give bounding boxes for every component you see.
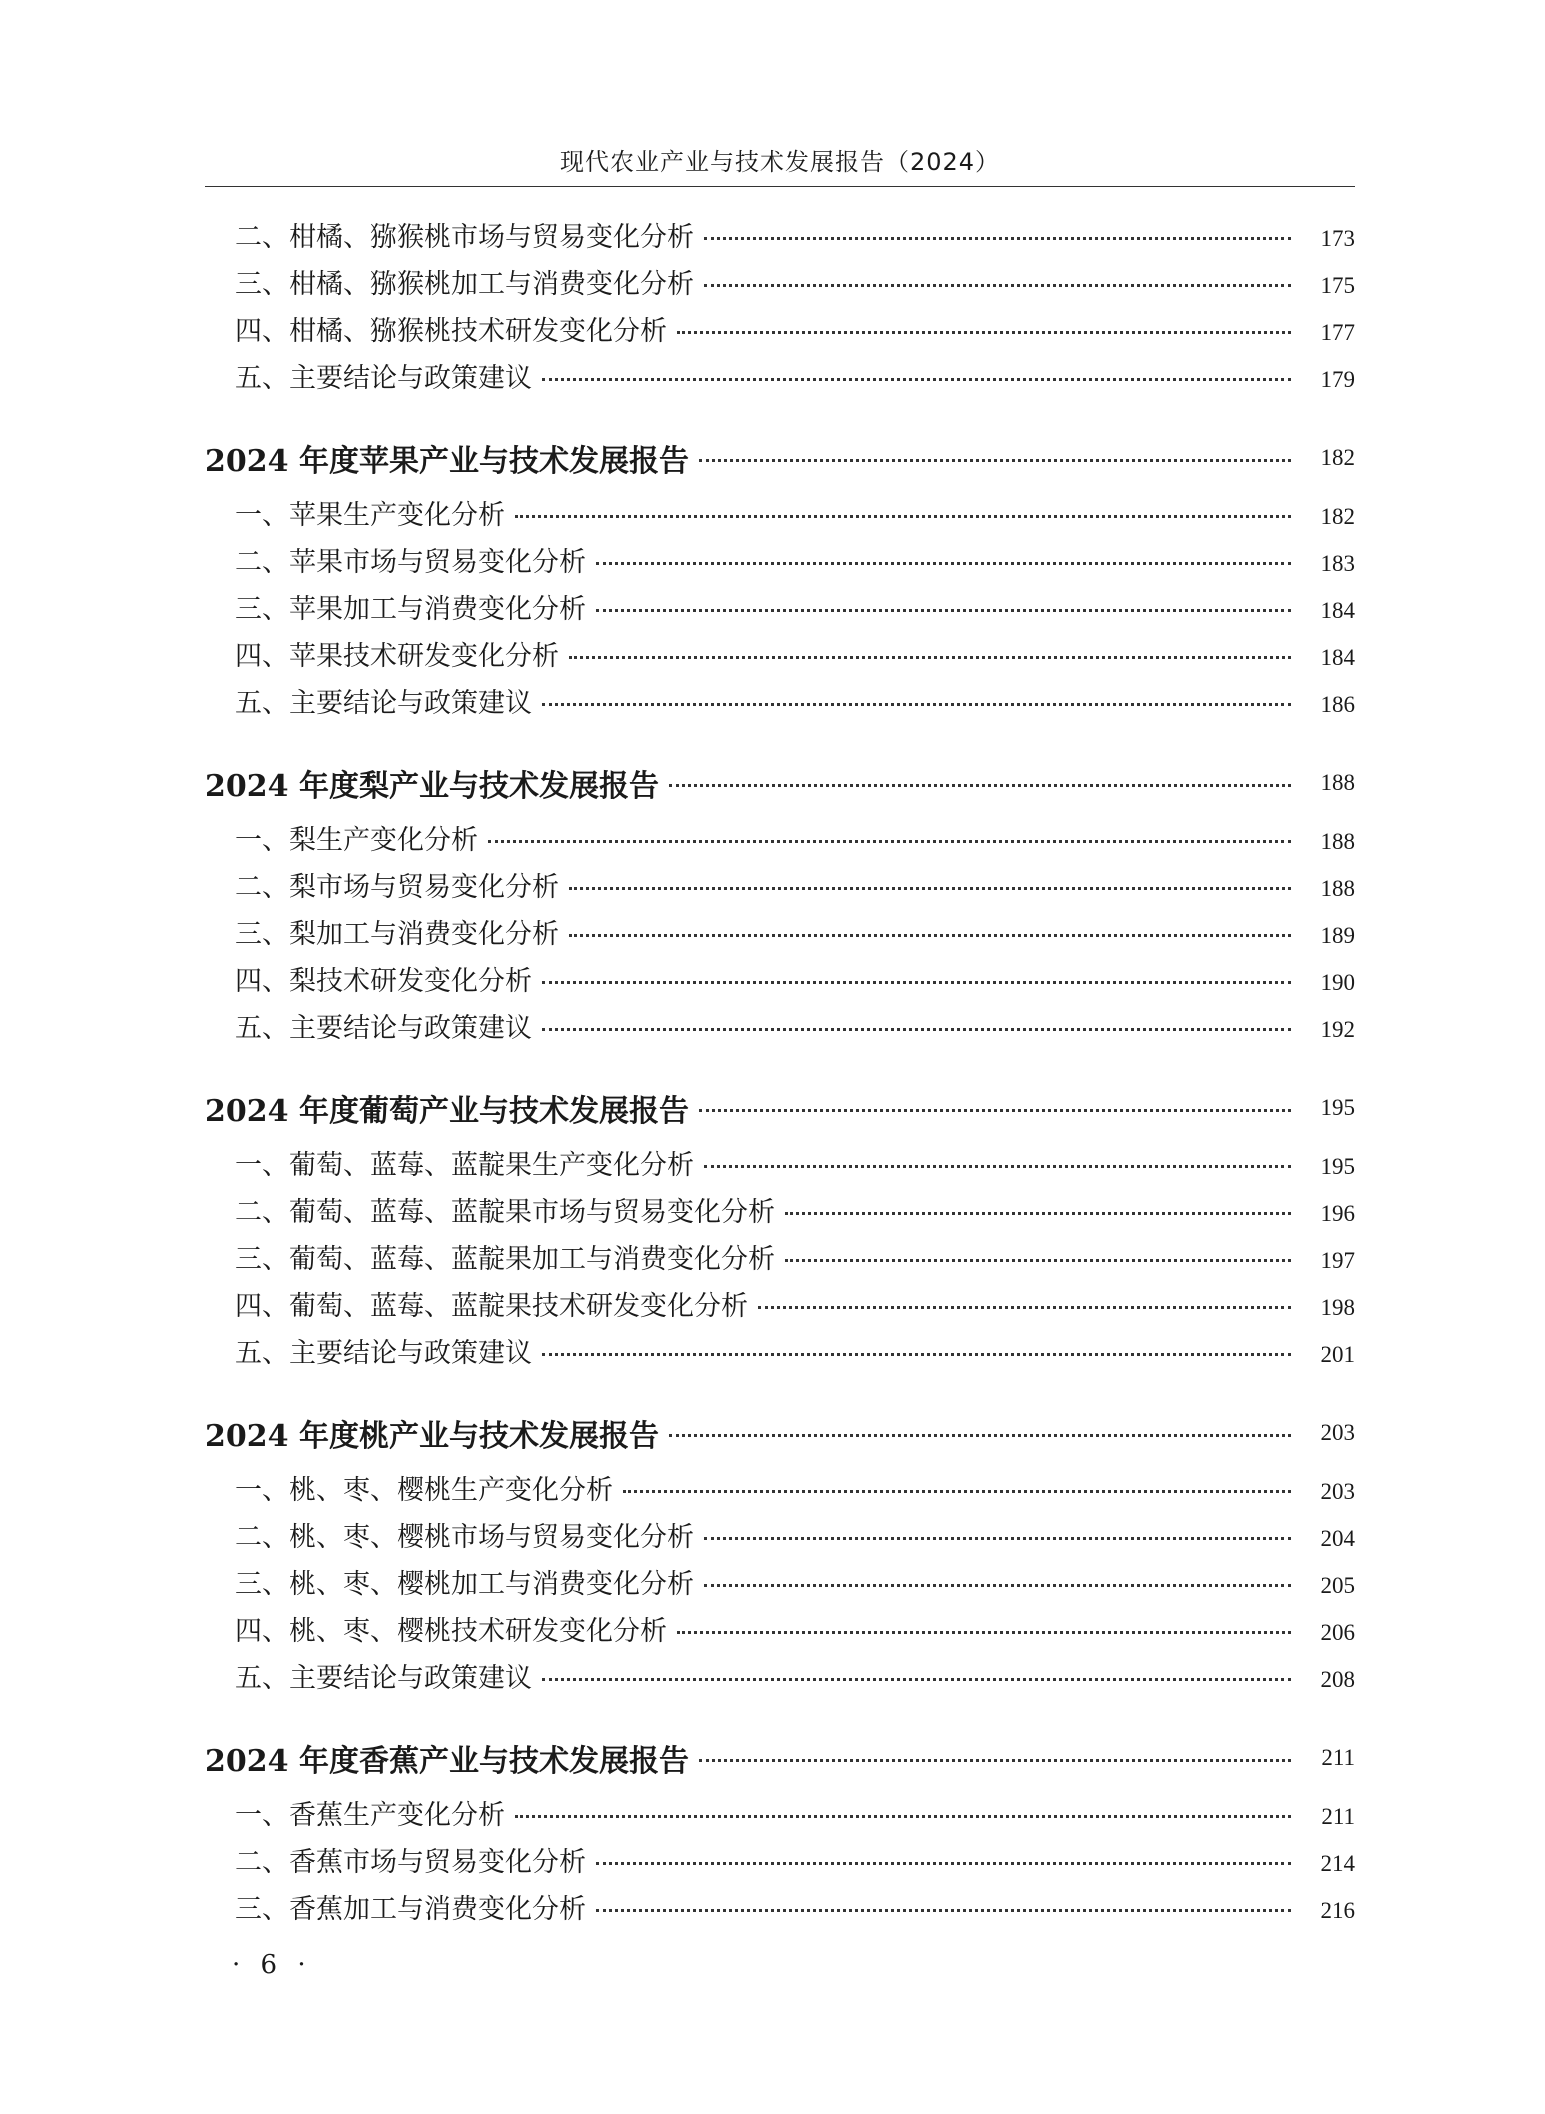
toc-entry-title: 四、柑橘、猕猴桃技术研发变化分析 xyxy=(235,316,667,347)
toc-section-heading[interactable] xyxy=(205,748,1355,818)
toc-entry-title: 三、柑橘、猕猴桃加工与消费变化分析 xyxy=(235,269,694,300)
toc-page-number: 188 xyxy=(1320,770,1355,795)
dot-leader xyxy=(758,1306,1291,1309)
toc-entry-title: 一、桃、枣、樱桃生产变化分析 xyxy=(235,1475,613,1506)
dot-leader xyxy=(699,459,1291,462)
toc-entry-title: 2024 年度葡萄产业与技术发展报告 xyxy=(205,1094,689,1129)
toc-page-number: 190 xyxy=(1320,970,1355,995)
toc-entry[interactable] xyxy=(205,1237,1355,1284)
toc-entry-title: 二、梨市场与贸易变化分析 xyxy=(235,872,559,903)
toc-page-number: 188 xyxy=(1320,876,1355,901)
toc-entry[interactable] xyxy=(205,681,1355,728)
toc-entry[interactable] xyxy=(205,1840,1355,1887)
toc-entry[interactable] xyxy=(205,1887,1355,1934)
toc-page-number: 184 xyxy=(1320,598,1355,623)
toc-entry[interactable] xyxy=(205,912,1355,959)
section-spacer xyxy=(205,1378,1355,1398)
toc-entry-title: 二、葡萄、蓝莓、蓝靛果市场与贸易变化分析 xyxy=(235,1197,775,1228)
toc-page-number: 205 xyxy=(1320,1573,1355,1598)
dot-leader xyxy=(596,1862,1291,1865)
section-spacer xyxy=(205,1703,1355,1723)
toc-entry-title: 四、梨技术研发变化分析 xyxy=(235,966,532,997)
toc-page-number: 192 xyxy=(1320,1017,1355,1042)
dot-leader xyxy=(515,515,1291,518)
toc-entry[interactable] xyxy=(205,1562,1355,1609)
toc-entry[interactable] xyxy=(205,818,1355,865)
dot-leader xyxy=(542,703,1291,706)
toc-page-number: 177 xyxy=(1320,320,1355,345)
toc-entry[interactable] xyxy=(205,540,1355,587)
dot-leader xyxy=(542,1028,1291,1031)
toc-entry-title: 五、主要结论与政策建议 xyxy=(235,1338,532,1369)
toc-page-number: 188 xyxy=(1320,829,1355,854)
toc-page-number: 198 xyxy=(1320,1295,1355,1320)
toc-entry-title: 一、葡萄、蓝莓、蓝靛果生产变化分析 xyxy=(235,1150,694,1181)
header-rule xyxy=(205,186,1355,187)
toc-page-number: 175 xyxy=(1320,273,1355,298)
toc-entry[interactable] xyxy=(205,1143,1355,1190)
toc-entry-title: 二、苹果市场与贸易变化分析 xyxy=(235,547,586,578)
toc-page-number: 204 xyxy=(1320,1526,1355,1551)
toc-entry-title: 三、梨加工与消费变化分析 xyxy=(235,919,559,950)
toc-entry-title: 二、香蕉市场与贸易变化分析 xyxy=(235,1847,586,1878)
toc-entry-title: 四、葡萄、蓝莓、蓝靛果技术研发变化分析 xyxy=(235,1291,748,1322)
toc-entry[interactable] xyxy=(205,215,1355,262)
dot-leader xyxy=(569,934,1291,937)
toc-entry[interactable] xyxy=(205,1006,1355,1053)
toc-section-heading[interactable] xyxy=(205,423,1355,493)
toc-page-number: 216 xyxy=(1320,1898,1355,1923)
toc-entry-title: 五、主要结论与政策建议 xyxy=(235,363,532,394)
toc-entry[interactable] xyxy=(205,1331,1355,1378)
dot-leader xyxy=(515,1815,1291,1818)
toc-page-number: 208 xyxy=(1320,1667,1355,1692)
dot-leader xyxy=(704,284,1291,287)
toc-entry-title: 五、主要结论与政策建议 xyxy=(235,688,532,719)
dot-leader xyxy=(699,1109,1291,1112)
toc-entry-title: 一、香蕉生产变化分析 xyxy=(235,1800,505,1831)
toc-page-number: 184 xyxy=(1320,645,1355,670)
toc-page-number: 197 xyxy=(1320,1248,1355,1273)
toc-entry[interactable] xyxy=(205,356,1355,403)
dot-leader xyxy=(596,1909,1291,1912)
toc-page-number: 203 xyxy=(1320,1420,1355,1445)
toc-entry-title: 三、桃、枣、樱桃加工与消费变化分析 xyxy=(235,1569,694,1600)
toc-entry[interactable] xyxy=(205,262,1355,309)
toc-entry-title: 一、苹果生产变化分析 xyxy=(235,500,505,531)
dot-leader xyxy=(542,1678,1291,1681)
toc-entry[interactable] xyxy=(205,1284,1355,1331)
toc-entry[interactable] xyxy=(205,1190,1355,1237)
toc-page-number: 203 xyxy=(1320,1479,1355,1504)
dot-leader xyxy=(542,981,1291,984)
dot-leader xyxy=(623,1490,1291,1493)
toc-entry-title: 四、苹果技术研发变化分析 xyxy=(235,641,559,672)
toc-page-number: 183 xyxy=(1320,551,1355,576)
toc-entry-title: 二、桃、枣、樱桃市场与贸易变化分析 xyxy=(235,1522,694,1553)
toc-page-number: 206 xyxy=(1320,1620,1355,1645)
toc-entry-title: 一、梨生产变化分析 xyxy=(235,825,478,856)
toc-page-number: 214 xyxy=(1320,1851,1355,1876)
toc-page-number: 195 xyxy=(1320,1154,1355,1179)
toc-entry[interactable] xyxy=(205,309,1355,356)
toc-entry-title: 三、苹果加工与消费变化分析 xyxy=(235,594,586,625)
toc-page-number: 179 xyxy=(1320,367,1355,392)
toc-entry-title: 三、葡萄、蓝莓、蓝靛果加工与消费变化分析 xyxy=(235,1244,775,1275)
toc-entry[interactable] xyxy=(205,493,1355,540)
toc-section-heading[interactable] xyxy=(205,1723,1355,1793)
toc-entry-title: 2024 年度桃产业与技术发展报告 xyxy=(205,1419,659,1454)
toc-page-number: 211 xyxy=(1321,1745,1355,1770)
toc-entry[interactable] xyxy=(205,959,1355,1006)
toc-entry-title: 五、主要结论与政策建议 xyxy=(235,1013,532,1044)
toc-section-heading[interactable] xyxy=(205,1073,1355,1143)
toc-page-number: 173 xyxy=(1320,226,1355,251)
dot-leader xyxy=(669,1434,1291,1437)
table-of-contents xyxy=(205,215,1355,1934)
dot-leader xyxy=(677,1631,1291,1634)
dot-leader xyxy=(569,656,1291,659)
toc-page-number: 196 xyxy=(1320,1201,1355,1226)
toc-entry[interactable] xyxy=(205,587,1355,634)
toc-page-number: 182 xyxy=(1320,504,1355,529)
toc-entry[interactable] xyxy=(205,634,1355,681)
dot-leader xyxy=(704,237,1291,240)
toc-entry[interactable] xyxy=(205,1656,1355,1703)
toc-entry-title: 2024 年度苹果产业与技术发展报告 xyxy=(205,444,689,479)
toc-page-number: 189 xyxy=(1320,923,1355,948)
section-spacer xyxy=(205,1053,1355,1073)
dot-leader xyxy=(704,1537,1291,1540)
toc-entry-title: 四、桃、枣、樱桃技术研发变化分析 xyxy=(235,1616,667,1647)
toc-entry[interactable] xyxy=(205,1515,1355,1562)
folio-page-number: · 6 · xyxy=(232,1950,312,1980)
toc-entry-title: 2024 年度梨产业与技术发展报告 xyxy=(205,769,659,804)
dot-leader xyxy=(704,1165,1291,1168)
dot-leader xyxy=(596,609,1291,612)
dot-leader xyxy=(677,331,1291,334)
toc-page-number: 201 xyxy=(1320,1342,1355,1367)
section-spacer xyxy=(205,728,1355,748)
dot-leader xyxy=(569,887,1291,890)
running-header: 现代农业产业与技术发展报告（2024） xyxy=(559,148,1001,176)
toc-entry[interactable] xyxy=(205,865,1355,912)
toc-entry[interactable] xyxy=(205,1793,1355,1840)
dot-leader xyxy=(542,1353,1291,1356)
toc-page-number: 182 xyxy=(1320,445,1355,470)
toc-page-number: 211 xyxy=(1321,1804,1355,1829)
toc-page-number: 186 xyxy=(1320,692,1355,717)
toc-entry-title: 2024 年度香蕉产业与技术发展报告 xyxy=(205,1744,689,1779)
section-spacer xyxy=(205,403,1355,423)
dot-leader xyxy=(669,784,1291,787)
dot-leader xyxy=(596,562,1291,565)
toc-entry[interactable] xyxy=(205,1609,1355,1656)
toc-entry-title: 二、柑橘、猕猴桃市场与贸易变化分析 xyxy=(235,222,694,253)
toc-section-heading[interactable] xyxy=(205,1398,1355,1468)
dot-leader xyxy=(699,1759,1291,1762)
dot-leader xyxy=(704,1584,1291,1587)
dot-leader xyxy=(785,1212,1291,1215)
toc-entry[interactable] xyxy=(205,1468,1355,1515)
dot-leader xyxy=(542,378,1291,381)
toc-entry-title: 三、香蕉加工与消费变化分析 xyxy=(235,1894,586,1925)
dot-leader xyxy=(488,840,1291,843)
dot-leader xyxy=(785,1259,1291,1262)
toc-page-number: 195 xyxy=(1320,1095,1355,1120)
toc-entry-title: 五、主要结论与政策建议 xyxy=(235,1663,532,1694)
